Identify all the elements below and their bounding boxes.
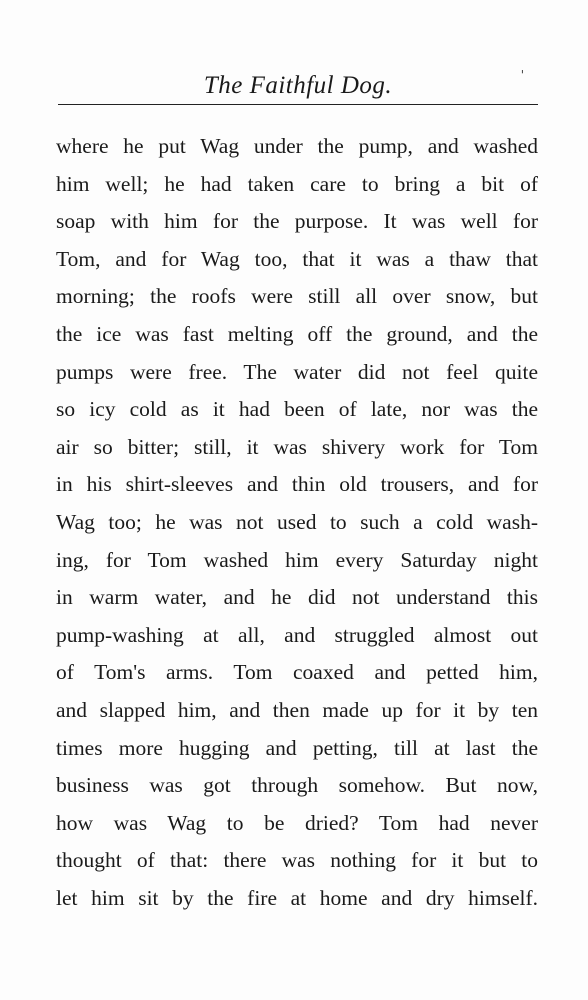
text-line: air so bitter; still, it was shivery work for Tom (56, 434, 538, 459)
text-line: soap with him for the purpose. It was well for (56, 209, 538, 234)
text-line: in warm water, and he did not understand this (56, 585, 538, 610)
text-line: morning; the roofs were still all over snow, but (56, 284, 538, 309)
text-line: business was got through somehow. But now, (56, 773, 538, 798)
running-head-mark: ' (520, 68, 524, 82)
header-rule (58, 104, 538, 105)
text-line: him well; he had taken care to bring a bit of (56, 171, 538, 196)
text-line: ing, for Tom washed him every Saturday night (56, 547, 538, 572)
running-head-title: The Faithful Dog. (203, 72, 393, 99)
text-line: pumps were free. The water did not feel quite (56, 359, 538, 384)
body-text (56, 128, 538, 917)
text-line: Wag too; he was not used to such a cold wash- (56, 509, 538, 534)
running-head (58, 62, 538, 102)
text-line: where he put Wag under the pump, and washed (56, 134, 538, 158)
text-line: the ice was fast melting off the ground, and the (56, 321, 538, 346)
text-line: so icy cold as it had been of late, nor was the (56, 397, 538, 422)
text-line: Tom, and for Wag too, that it was a thaw that (56, 246, 538, 271)
text-line: in his shirt-sleeves and thin old trousers, and for (56, 472, 538, 497)
text-line: of Tom's arms. Tom coaxed and petted him, (56, 660, 538, 685)
text-line: pump-washing at all, and struggled almost out (56, 622, 538, 647)
text-line: how was Wag to be dried? Tom had never (56, 810, 538, 835)
text-line: and slapped him, and then made up for it by ten (56, 697, 538, 722)
text-line: let him sit by the fire at home and dry himself. (56, 885, 538, 910)
text-line: thought of that: there was nothing for it but to (56, 848, 538, 873)
text-line: times more hugging and petting, till at last the (56, 735, 538, 760)
